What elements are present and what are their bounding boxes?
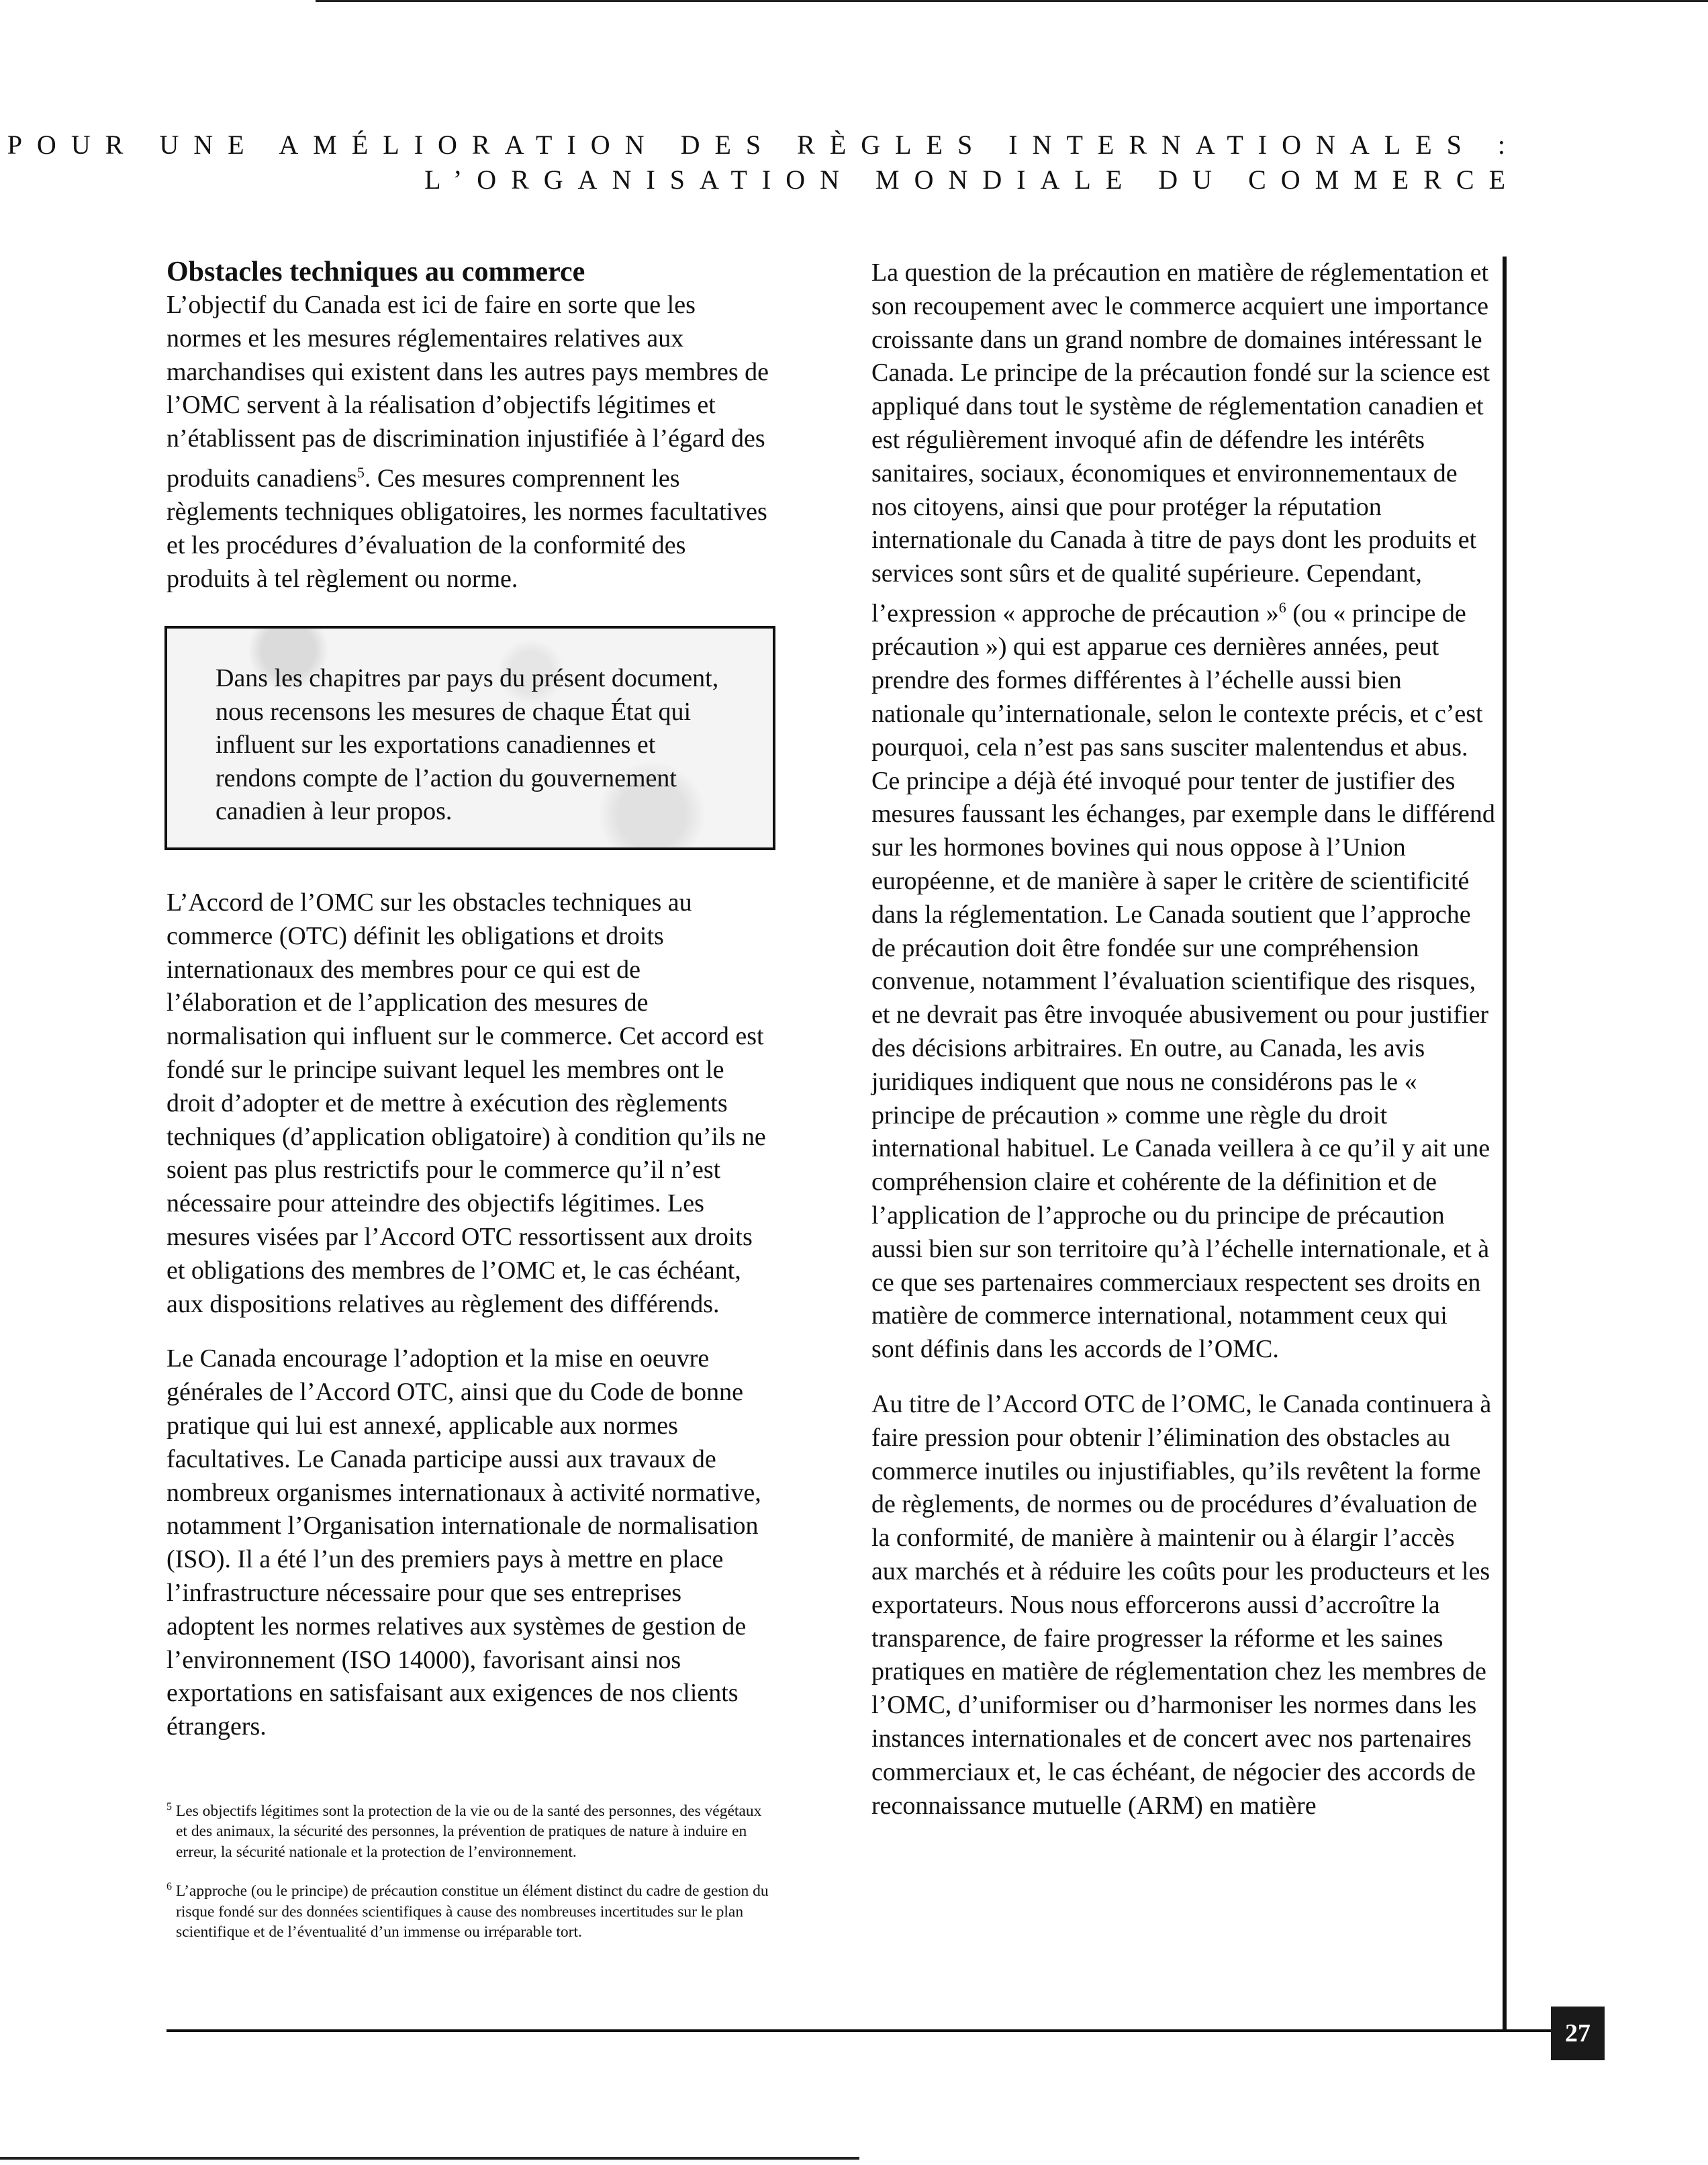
- right-paragraph-1: [871, 257, 1496, 1367]
- page-number: 27: [1551, 2007, 1605, 2060]
- footnotes: [167, 1797, 771, 1957]
- running-header-line-1: POUR UNE AMÉLIORATION DES RÈGLES INTERNATIONALES :: [7, 130, 1520, 160]
- footnote-number: 5: [167, 1801, 172, 1812]
- footnote-ref-6: 6: [1278, 598, 1286, 616]
- bottom-edge-rule: [0, 2157, 859, 2160]
- footnote-ref-5: 5: [357, 463, 365, 481]
- right-column: [871, 257, 1496, 1823]
- right-vertical-rule: [1503, 257, 1507, 2029]
- right-paragraph-1-text: La question de la précaution en matière de réglementation et son recoupement avec le commerce acquiert une importance croissante dans un grand nombre de domaines intéressant le Canada. Le principe de la précaution fondé sur la science est appliqué dans tout le système de réglementation canadien et est régulièrement invoqué afin de défendre les intérêts sanitaires, sociaux, économiques et environnementaux de nos citoyens, ainsi que pour protéger la réputation internationale du Canada à titre de pays dont les produits et services sont sûrs et de qualité supérieure. Cependant, l’expression « approche de précaution »: [871, 259, 1490, 628]
- left-paragraph-1-text: L’objectif du Canada est ici de faire en sorte que les normes et les mesures réglementaires relatives aux marchandises qui existent dans les autres pays membres de l’OMC servent à la réalisation d’objectifs légitimes et n’établissent pas de discrimination injustifiée à l’égard des produits canadiens: [167, 291, 769, 493]
- footnote-text: L’approche (ou le principe) de précaution constitue un élément distinct du cadre de gestion du risque fondé sur des données scientifiques à cause des nombreuses incertitudes sur le plan scientifique et de l’éventualité d’un immense ou irréparable tort.: [175, 1882, 769, 1941]
- right-paragraph-2: Au titre de l’Accord OTC de l’OMC, le Canada continuera à faire pression pour obtenir l’élimination des obstacles au commerce inutiles ou injustifiables, qu’ils revêtent la forme de règlements, de normes ou de procédures d’évaluation de la conformité, de manière à maintenir ou à élargir l’accès aux marchés et à réduire les coûts pour les producteurs et les exportateurs. Nous nous efforcerons aussi d’accroître la transparence, de faire progresser la réforme et les saines pratiques en matière de réglementation chez les membres de l’OMC, d’uniformiser ou d’harmoniser les normes dans les instances internationales et de concert avec nos partenaires commerciaux et, le cas échéant, de négocier des accords de reconnaissance mutuelle (ARM) en matière: [871, 1389, 1492, 1820]
- callout-text: Dans les chapitres par pays du présent document, nous recensons les mesures de chaque État qui influent sur les exportations canadiennes et rendons compte de l’action du gouvernement canadien à leur propos.: [216, 664, 719, 825]
- running-header-line-2: L’ORGANISATION MONDIALE DU COMMERCE: [424, 165, 1520, 195]
- section-title: Obstacles techniques au commerce: [167, 257, 585, 287]
- top-rule: [316, 0, 1708, 2]
- left-paragraph-1: [167, 289, 771, 596]
- left-paragraph-3: Le Canada encourage l’adoption et la mise en oeuvre générales de l’Accord OTC, ainsi que du Code de bonne pratique qui lui est annexé, applicable aux normes facultatives. Le Canada participe aussi aux travaux de nombreux organismes internationaux à activité normative, notamment l’Organisation internationale de normalisation (ISO). Il a été l’un des premiers pays à mettre en place l’infrastructure nécessaire pour que ses entreprises adoptent les normes relatives aux systèmes de gestion de l’environnement (ISO 14000), favorisant ainsi nos exportations en satisfaisant aux exigences de nos clients étrangers.: [167, 1344, 761, 1741]
- callout-box: [164, 626, 775, 850]
- left-column-lower: [167, 886, 771, 1744]
- footnote-text: Les objectifs légitimes sont la protection de la vie ou de la santé des personnes, des végétaux et des animaux, la sécurité des personnes, la prévention de pratiques de nature à induire en erreur, la sécurité nationale et la protection de l’environnement.: [175, 1802, 762, 1861]
- left-paragraph-2: L’Accord de l’OMC sur les obstacles techniques au commerce (OTC) définit les obligations et droits internationaux des membres pour ce qui est de l’élaboration et de l’application des mesures de normalisation qui influent sur le commerce. Cet accord est fondé sur le principe suivant lequel les membres ont le droit d’adopter et de mettre à exécution des règlements techniques (d’application obligatoire) à condition qu’ils ne soient pas plus restrictifs pour le commerce qu’il n’est nécessaire pour atteindre des objectifs légitimes. Les mesures visées par l’Accord OTC ressortissent aux droits et obligations des membres de l’OMC et, le cas échéant, aux dispositions relatives au règlement des différends.: [167, 888, 766, 1318]
- left-paragraph-1-text-cont: . Ces mesures comprennent les règlements techniques obligatoires, les normes facultatives et les procédures d’évaluation de la conformité des produits à tel règlement ou norme.: [167, 464, 767, 594]
- footnote-5: [167, 1797, 771, 1862]
- footnote-number: 6: [167, 1881, 172, 1893]
- left-column: [167, 289, 771, 596]
- bottom-rule: [167, 2029, 1570, 2032]
- right-paragraph-1-text-cont: (ou « principe de précaution ») qui est apparue ces dernières années, peut prendre des formes différentes à l’échelle aussi bien nationale qu’internationale, selon le contexte précis, et c’est pourquoi, cela n’est pas sans susciter malentendus et abus. Ce principe a déjà été invoqué pour tenter de justifier des mesures faussant les échanges, par exemple dans le différend sur les hormones bovines qui nous oppose à l’Union européenne, et de manière à saper le critère de scientificité dans la réglementation. Le Canada soutient que l’approche de précaution doit être fondée sur une compréhension convenue, notamment l’évaluation scientifique des risques, et ne devrait pas être invoquée abusivement ou pour justifier des décisions arbitraires. En outre, au Canada, les avis juridiques indiquent que nous ne considérons pas le « principe de précaution » comme une règle du droit international habituel. Le Canada veillera à ce qu’il y ait une compréhension claire et cohérente de la définition et de l’application de l’approche ou du principe de précaution aussi bien sur son territoire qu’à l’échelle internationale, et à ce que ses partenaires commerciaux respectent ses droits en matière de commerce international, notamment ceux qui sont définis dans les accords de l’OMC.: [871, 599, 1495, 1364]
- footnote-6: [167, 1877, 771, 1942]
